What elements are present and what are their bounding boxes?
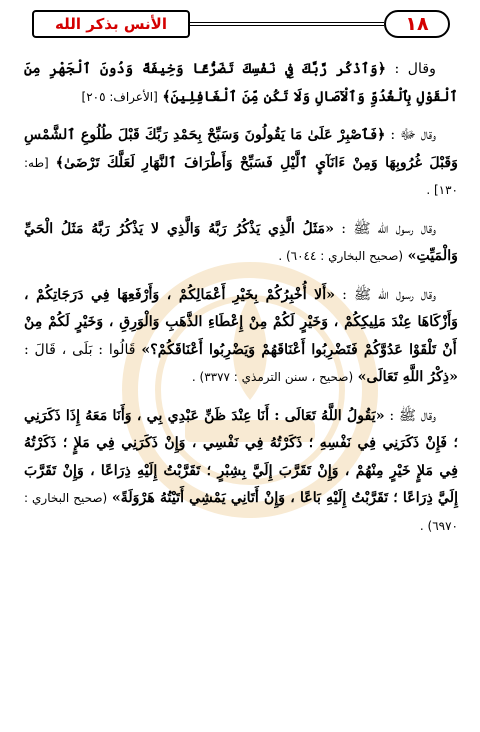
hadith-text: «أَلا أُخْبِرُكُمْ بِخَيْرِ أَعْمَالِكُمْ ، وَأَرْفَعِهَا فِي دَرَجَاتِكُمْ ، وَأَزْكَاهَا عِنْدَ مَلِيكِكُمْ ، وَخَيْرٍ لَكُمْ مِنْ إِعْطَاءِ الذَّهَبِ وَالْوَرِقِ ، وَخَيْرٍ لَكُمْ مِنْ أَنْ تَلْقَوْا عَدُوَّكُمْ فَتَضْرِبُوا أَعْنَاقَهُمْ وَيَضْرِبُوا أَعْنَاقَكُمْ؟»	[24, 286, 458, 358]
hadith-text: «يَقُولُ اللَّهُ تَعَالَى : أَنَا عِنْدَ ظَنِّ عَبْدِي بِي ، وَأَنَا مَعَهُ إِذَا ذَكَرَنِي ؛ فَإِنْ ذَكَرَنِي فِي نَفْسِهِ ؛ ذَكَرْتُهُ فِي نَفْسِي ، وَإِنْ ذَكَرَنِي فِي مَلإٍ ؛ ذَكَرْتُهُ فِي مَلإٍ خَيْرٍ مِنْهُمْ ، وَإِنْ تَقَرَّبَ إِلَيَّ بِشِبْرٍ ؛ تَقَرَّبْتُ إِلَيْهِ ذِرَاعًا ، وَإِنْ تَقَرَّبَ إِلَيَّ ذِرَاعًا ؛ تَقَرَّبْتُ إِلَيْهِ بَاعًا ، وَإِنْ أَتَانِي يَمْشِي أَتَيْتُهُ هَرْوَلَةً»	[24, 407, 459, 506]
hadith-reference: (صحيح ، سنن الترمذي : ٣٣٧٧) .	[191, 370, 354, 384]
verse-reference: [طه: ١٣٠] .	[24, 155, 458, 197]
paragraph-intro: وقال ﷺ :	[384, 407, 436, 424]
hadith-text: «مَثَلُ الَّذِي يَذْكُرُ رَبَّهُ وَالَّذِي لا يَذْكُرُ رَبَّهُ مَثَلُ الْحَيِّ وَالْمَيِّتِ»	[24, 220, 458, 264]
paragraph-5	[24, 403, 458, 541]
hadith-middle: قَالُوا : بَلَى ، قَالَ :	[24, 341, 136, 358]
hadith-reference: (صحيح البخاري : ٦٠٤٤) .	[278, 249, 404, 263]
page-body	[24, 56, 458, 551]
paragraph-intro: وقال رسول الله ﷺ :	[334, 220, 436, 237]
quran-verse: ﴿وَٱذْكُر رَّبَّكَ فِي نَفْسِكَ تَضَرُّعًا وَخِيفَةً وَدُونَ ٱلْجَهْرِ مِنَ ٱلْقَوْلِ بِٱلْغُدُوِّ وَٱلْآصَالِ وَلَا تَكُن مِّنَ ٱلْغَافِلِينَ﴾	[24, 61, 458, 105]
page-header	[32, 10, 450, 40]
page-number: ١٨	[384, 10, 450, 38]
paragraph-2	[24, 122, 458, 205]
paragraph-intro: وقال :	[386, 61, 436, 77]
hadith-reference: (صحيح البخاري : ٦٩٧٠) .	[24, 491, 458, 533]
paragraph-intro: وقال ﷻ :	[385, 127, 437, 143]
header-rule	[190, 22, 384, 26]
book-title: الأنس بذكر الله	[55, 15, 167, 33]
paragraph-1	[24, 56, 458, 111]
verse-reference: [الأعراف: ٢٠٥]	[81, 89, 158, 104]
paragraph-3	[24, 216, 458, 271]
paragraph-4	[24, 282, 458, 392]
book-title-box	[32, 10, 190, 38]
hadith-answer: «ذِكْرُ اللَّهِ تَعَالَى»	[357, 369, 458, 385]
paragraph-intro: وقال رسول الله ﷺ :	[335, 286, 436, 303]
quran-verse: ﴿فَٱصْبِرْ عَلَىٰ مَا يَقُولُونَ وَسَبِّحْ بِحَمْدِ رَبِّكَ قَبْلَ طُلُوعِ ٱلشَّمْسِ وَقَبْلَ غُرُوبِهَا وَمِنْ ءَانَآيِٕ ٱلَّيْلِ فَسَبِّحْ وَأَطْرَافَ ٱلنَّهَارِ لَعَلَّكَ تَرْضَىٰ﴾	[24, 127, 459, 171]
